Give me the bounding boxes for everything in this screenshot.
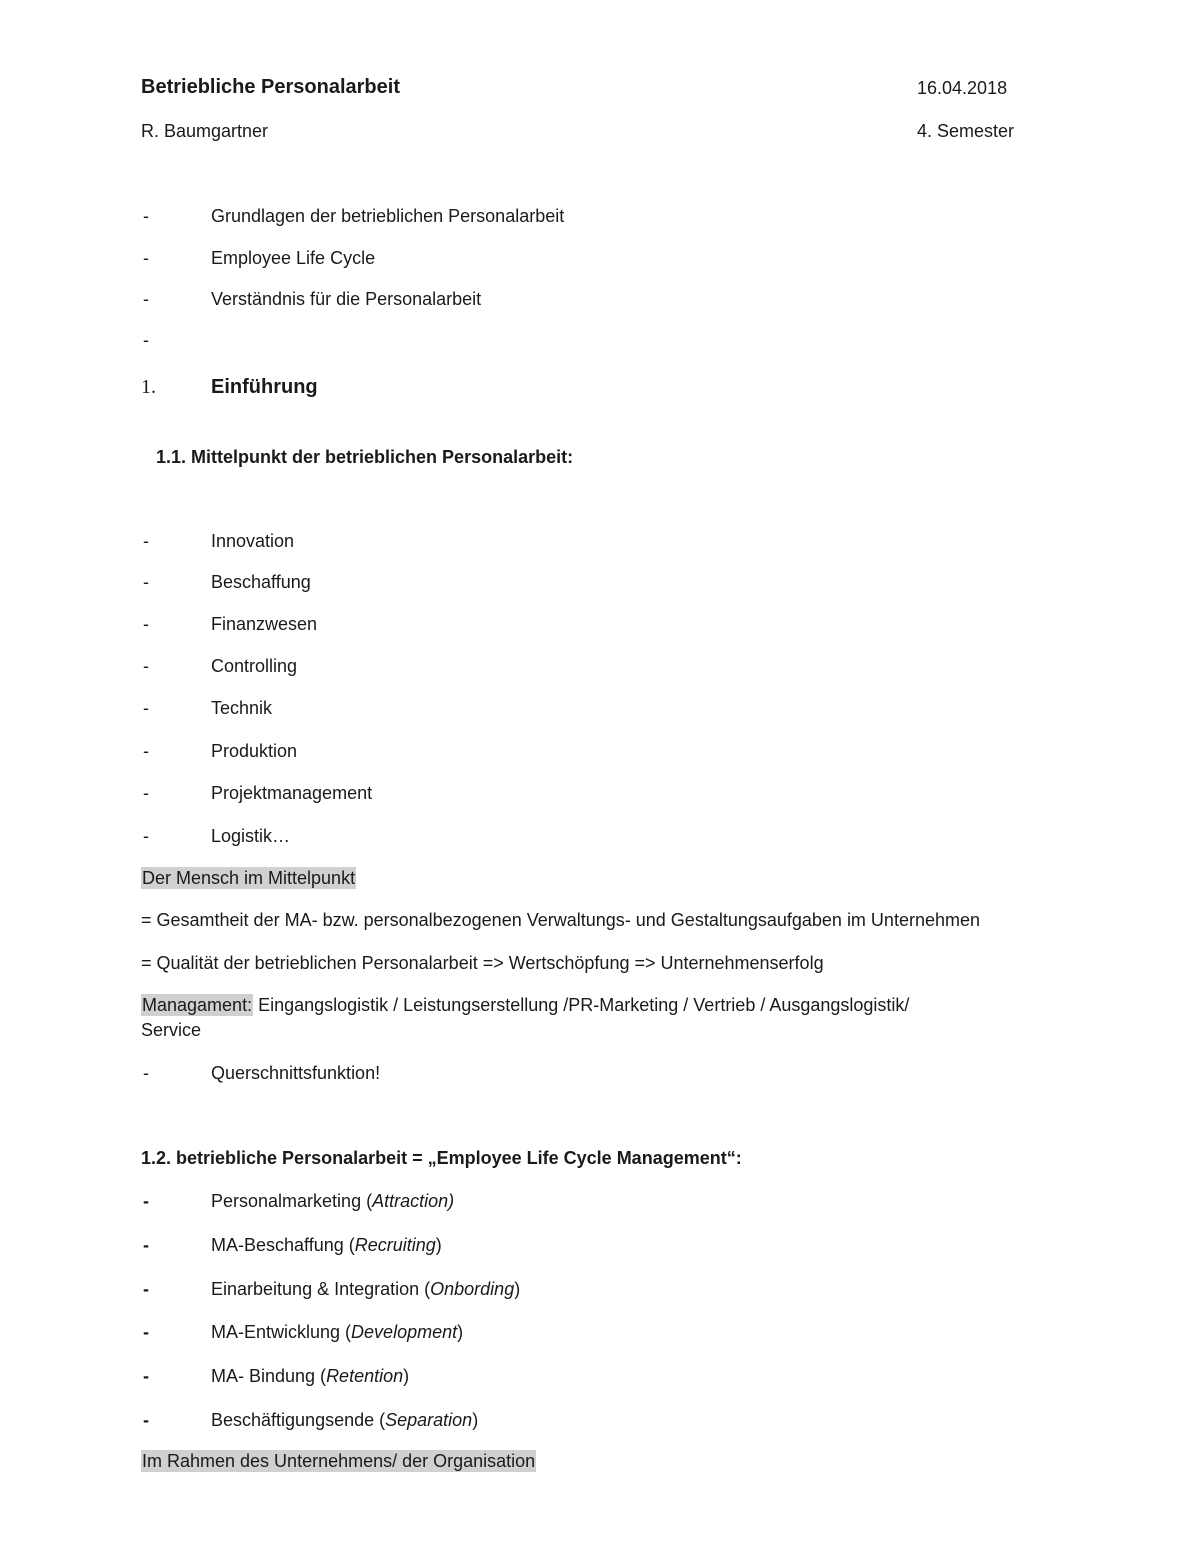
management-line — [141, 995, 909, 1017]
bullet-dash: - — [143, 248, 149, 268]
list-item-text: Beschäftigungsende (Separation) — [211, 1410, 479, 1430]
list-item-text: Employee Life Cycle — [211, 248, 376, 268]
highlight-text: Im Rahmen des Unternehmens/ der Organisation — [142, 1451, 536, 1471]
list-item-text: Personalmarketing (Attraction) — [211, 1191, 455, 1211]
bullet-dash: - — [143, 1191, 149, 1211]
bullet-dash: - — [143, 1279, 149, 1299]
bullet-dash: - — [143, 289, 149, 309]
bullet-dash: - — [143, 783, 149, 803]
management-text: Eingangslogistik / Leistungserstellung /PR-Marketing / Vertrieb / Ausgangslogistik/ — [253, 995, 910, 1015]
list-item-text: Beschaffung — [211, 572, 311, 592]
document-title: Betriebliche Personalarbeit — [141, 76, 400, 98]
document-date: 16.04.2018 — [917, 78, 1008, 98]
bullet-dash: - — [143, 826, 149, 846]
management-line-continued: Service — [141, 1020, 202, 1040]
bullet-dash: - — [143, 1322, 149, 1342]
semester-label: 4. Semester — [917, 121, 1015, 141]
list-item-text: Technik — [211, 698, 273, 718]
subsection-heading: 1.2. betriebliche Personalarbeit = „Employee Life Cycle Management“: — [141, 1148, 742, 1168]
highlighted-note — [141, 868, 356, 890]
bullet-dash: - — [143, 1063, 149, 1083]
list-item-text: Querschnittsfunktion! — [211, 1063, 381, 1083]
bullet-dash: - — [143, 1410, 149, 1430]
list-item-text: Verständnis für die Personalarbeit — [211, 289, 482, 309]
bullet-dash: - — [143, 572, 149, 592]
author-name: R. Baumgartner — [141, 121, 269, 141]
highlight-text: Der Mensch im Mittelpunkt — [142, 868, 356, 888]
list-item-text: MA-Beschaffung (Recruiting) — [211, 1235, 442, 1255]
bullet-dash: - — [143, 741, 149, 761]
definition-line: = Qualität der betrieblichen Personalarbeit => Wertschöpfung => Unternehmenserfolg — [141, 953, 824, 973]
bullet-dash: - — [143, 330, 149, 350]
section-title: Einführung — [211, 376, 318, 398]
management-label: Managament: — [142, 995, 253, 1015]
highlighted-note — [141, 1451, 536, 1473]
list-item-text: Projektmanagement — [211, 783, 373, 803]
subsection-heading: 1.1. Mittelpunkt der betrieblichen Personalarbeit: — [156, 447, 574, 467]
list-item-text: Produktion — [211, 741, 298, 761]
bullet-dash: - — [143, 1366, 149, 1386]
list-item-text: Controlling — [211, 656, 298, 676]
list-item-text: Innovation — [211, 531, 295, 551]
bullet-dash: - — [143, 656, 149, 676]
section-number: 1. — [141, 376, 156, 398]
bullet-dash: - — [143, 614, 149, 634]
list-item-text: Grundlagen der betrieblichen Personalarbeit — [211, 206, 565, 226]
list-item-text: Finanzwesen — [211, 614, 318, 634]
list-item-text: MA- Bindung (Retention) — [211, 1366, 410, 1386]
list-item-text: Logistik… — [211, 826, 291, 846]
bullet-dash: - — [143, 531, 149, 551]
bullet-dash: - — [143, 1235, 149, 1255]
list-item-text: Einarbeitung & Integration (Onbording) — [211, 1279, 521, 1299]
bullet-dash: - — [143, 698, 149, 718]
list-item-text: MA-Entwicklung (Development) — [211, 1322, 464, 1342]
definition-line: = Gesamtheit der MA- bzw. personalbezogenen Verwaltungs- und Gestaltungsaufgaben im Unternehmen — [141, 910, 980, 930]
bullet-dash: - — [143, 206, 149, 226]
